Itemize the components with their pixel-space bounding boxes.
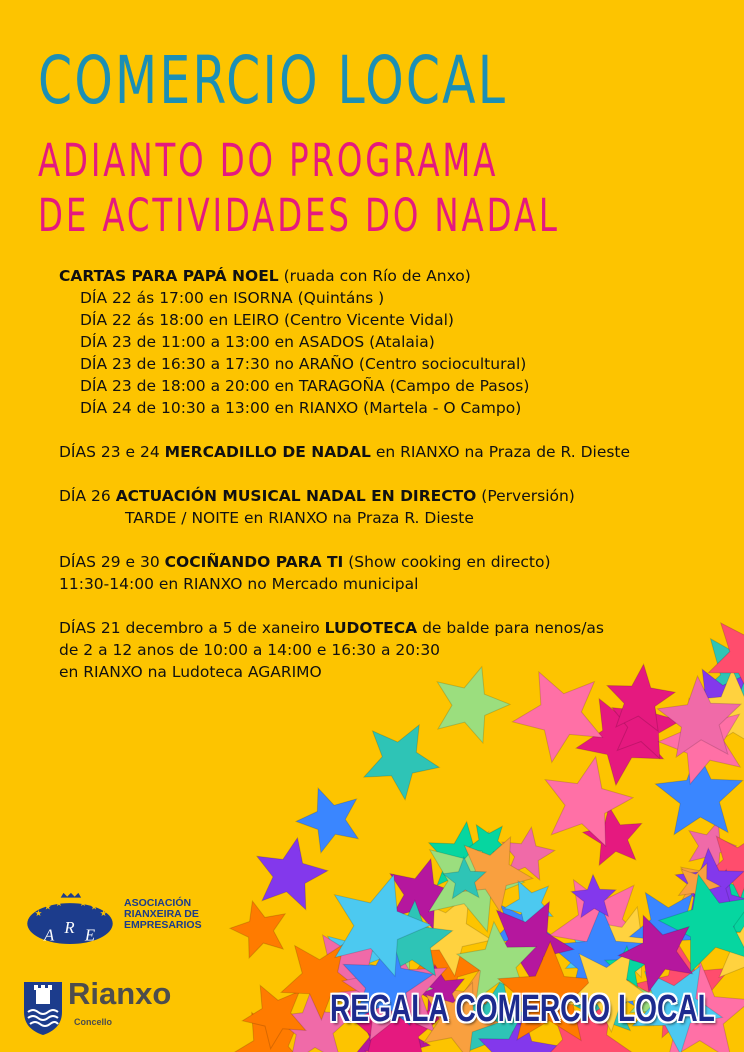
ludoteca-post: de balde para nenos/as xyxy=(417,619,604,637)
are-line-2: RIANXEIRA DE xyxy=(124,908,199,920)
svg-text:★: ★ xyxy=(34,908,43,919)
mercadillo-pre: DÍAS 23 e 24 xyxy=(59,443,165,461)
are-letter-e: E xyxy=(84,925,96,944)
mercadillo-entry xyxy=(59,441,739,463)
confetti-star-icon xyxy=(296,788,358,853)
rianxo-logo xyxy=(22,976,222,1040)
are-emblem xyxy=(22,892,118,944)
cocinando-entry xyxy=(59,551,739,573)
svg-text:★: ★ xyxy=(90,901,98,912)
svg-text:★: ★ xyxy=(44,901,52,912)
cocinando-title: COCIÑANDO PARA TI xyxy=(164,553,344,571)
musical-entry xyxy=(59,485,739,507)
are-letter-r: R xyxy=(64,917,75,937)
svg-text:★: ★ xyxy=(99,908,108,919)
svg-text:★: ★ xyxy=(55,897,63,908)
musical-pre: DÍA 26 xyxy=(59,487,116,505)
cocinando-pre: DÍAS 29 e 30 xyxy=(59,553,165,571)
cartas-date-2: DÍA 22 ás 18:00 en LEIRO (Centro Vicente Vidal) xyxy=(80,311,454,329)
cartas-date-1: DÍA 22 ás 17:00 en ISORNA (Quintáns ) xyxy=(80,289,385,307)
ludoteca-entry xyxy=(59,617,739,639)
confetti-star-icon xyxy=(230,901,285,958)
rianxo-shield-icon xyxy=(22,980,64,1036)
cartas-heading xyxy=(59,265,739,287)
ludoteca-title: LUDOTECA xyxy=(324,619,418,637)
program-list xyxy=(59,265,739,683)
cartas-date-5: DÍA 23 de 18:00 a 20:00 en TARAGOÑA (Campo de Pasos) xyxy=(80,377,530,395)
musical-line-2: TARDE / NOITE en RIANXO na Praza R. Dieste xyxy=(125,509,474,527)
cartas-date-6: DÍA 24 de 10:30 a 13:00 en RIANXO (Martela - O Campo) xyxy=(80,399,522,417)
rianxo-sub: Concello xyxy=(74,1017,113,1027)
confetti-star-icon xyxy=(364,725,439,800)
cartas-date-4: DÍA 23 de 16:30 a 17:30 no ARAÑO (Centro sociocultural) xyxy=(80,355,527,373)
cartas-date-3: DÍA 23 de 11:00 a 13:00 en ASADOS (Atalaia) xyxy=(80,333,435,351)
are-logo xyxy=(20,882,220,952)
musical-title: ACTUACIÓN MUSICAL NADAL EN DIRECTO xyxy=(115,487,477,505)
page-title: COMERCIO LOCAL xyxy=(38,42,508,119)
cartas-note: (ruada con Río de Anxo) xyxy=(278,267,471,285)
are-line-3: EMPRESARIOS xyxy=(124,919,202,931)
ludoteca-line-3: en RIANXO na Ludoteca AGARIMO xyxy=(59,663,322,681)
subtitle-line-2: DE ACTIVIDADES DO NADAL xyxy=(38,189,560,242)
mercadillo-post: en RIANXO na Praza de R. Dieste xyxy=(370,443,631,461)
cartas-title: CARTAS PARA PAPÁ NOEL xyxy=(59,267,279,285)
ludoteca-line-2: de 2 a 12 anos de 10:00 a 14:00 e 16:30 a 20:30 xyxy=(59,641,441,659)
cocinando-post: (Show cooking en directo) xyxy=(343,553,551,571)
ludoteca-pre: DÍAS 21 decembro a 5 de xaneiro xyxy=(59,619,325,637)
subtitle-line-1: ADIANTO DO PROGRAMA xyxy=(38,134,499,187)
cocinando-line-2: 11:30-14:00 en RIANXO no Mercado municipal xyxy=(59,575,419,593)
are-name xyxy=(124,898,202,931)
svg-text:★: ★ xyxy=(79,897,87,908)
slogan: REGALA COMERCIO LOCAL xyxy=(330,988,715,1030)
rianxo-name: Rianxo xyxy=(68,976,172,1011)
musical-post: (Perversión) xyxy=(476,487,575,505)
confetti-star-icon xyxy=(257,838,328,910)
are-line-1: ASOCIACIÓN xyxy=(124,897,192,909)
mercadillo-title: MERCADILLO DE NADAL xyxy=(164,443,371,461)
are-letter-a: A xyxy=(44,925,55,944)
